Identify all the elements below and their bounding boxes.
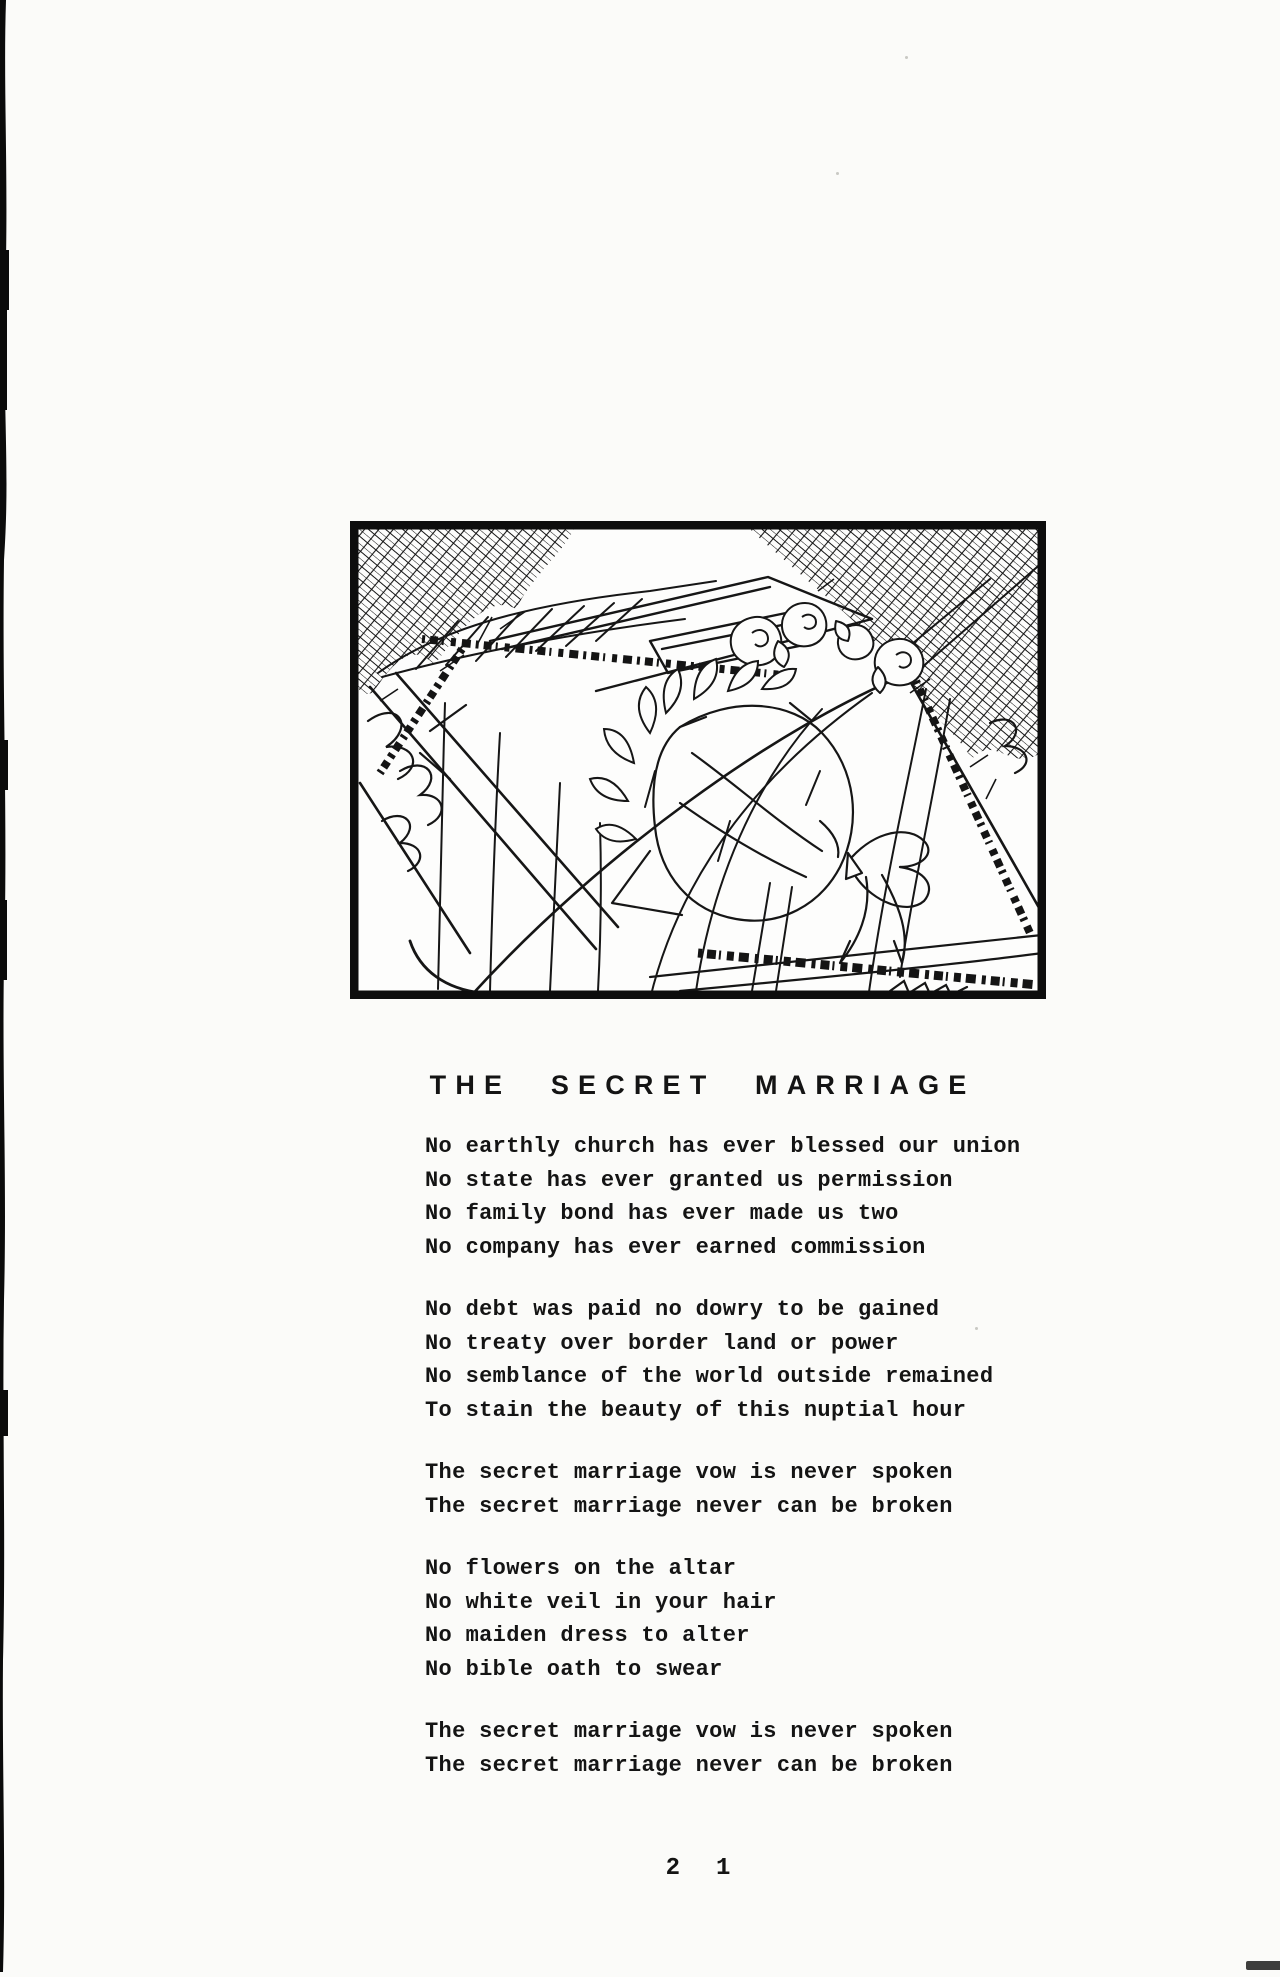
song-title: THE SECRET MARRIAGE — [429, 1070, 976, 1100]
lyrics — [425, 1130, 1065, 1811]
lyric-line: No earthly church has ever blessed our union — [425, 1134, 1021, 1159]
scan-smudge — [1246, 1961, 1280, 1970]
lyric-line: No family bond has ever made us two — [425, 1201, 899, 1226]
lyric-line: No company has ever earned commission — [425, 1234, 926, 1260]
lyric-line: No state has ever granted us permission — [425, 1167, 953, 1193]
scan-edge-shape — [0, 0, 14, 1972]
lyric-line: No semblance of the world outside remained — [425, 1364, 994, 1389]
lyric-line: No maiden dress to alter — [425, 1623, 750, 1648]
wedding-illustration — [350, 521, 1046, 999]
scan-edge-strip — [0, 0, 14, 1972]
lyric-line: The secret marriage vow is never spoken — [425, 1460, 953, 1485]
lyric-line: No treaty over border land or power — [425, 1330, 899, 1356]
scan-speck — [905, 56, 908, 59]
scan-speck — [836, 172, 839, 175]
chorus-2 — [425, 1715, 1065, 1782]
stanza-3 — [425, 1552, 1065, 1686]
page-number: 2 1 — [665, 1855, 742, 1882]
lyric-line: No white veil in your hair — [425, 1589, 777, 1615]
stanza-1 — [425, 1130, 1065, 1264]
lyric-line: To stain the beauty of this nuptial hour — [425, 1397, 967, 1423]
lyric-line: No debt was paid no dowry to be gained — [425, 1297, 940, 1322]
illustration-frame — [350, 521, 1046, 999]
stanza-2 — [425, 1293, 1065, 1427]
chorus-1 — [425, 1456, 1065, 1523]
lyric-line: The secret marriage never can be broken — [425, 1493, 953, 1519]
lyric-line: No bible oath to swear — [425, 1656, 723, 1682]
lyric-line: The secret marriage never can be broken — [425, 1752, 953, 1778]
lyric-line: No flowers on the altar — [425, 1556, 737, 1581]
lyric-line: The secret marriage vow is never spoken — [425, 1719, 953, 1744]
